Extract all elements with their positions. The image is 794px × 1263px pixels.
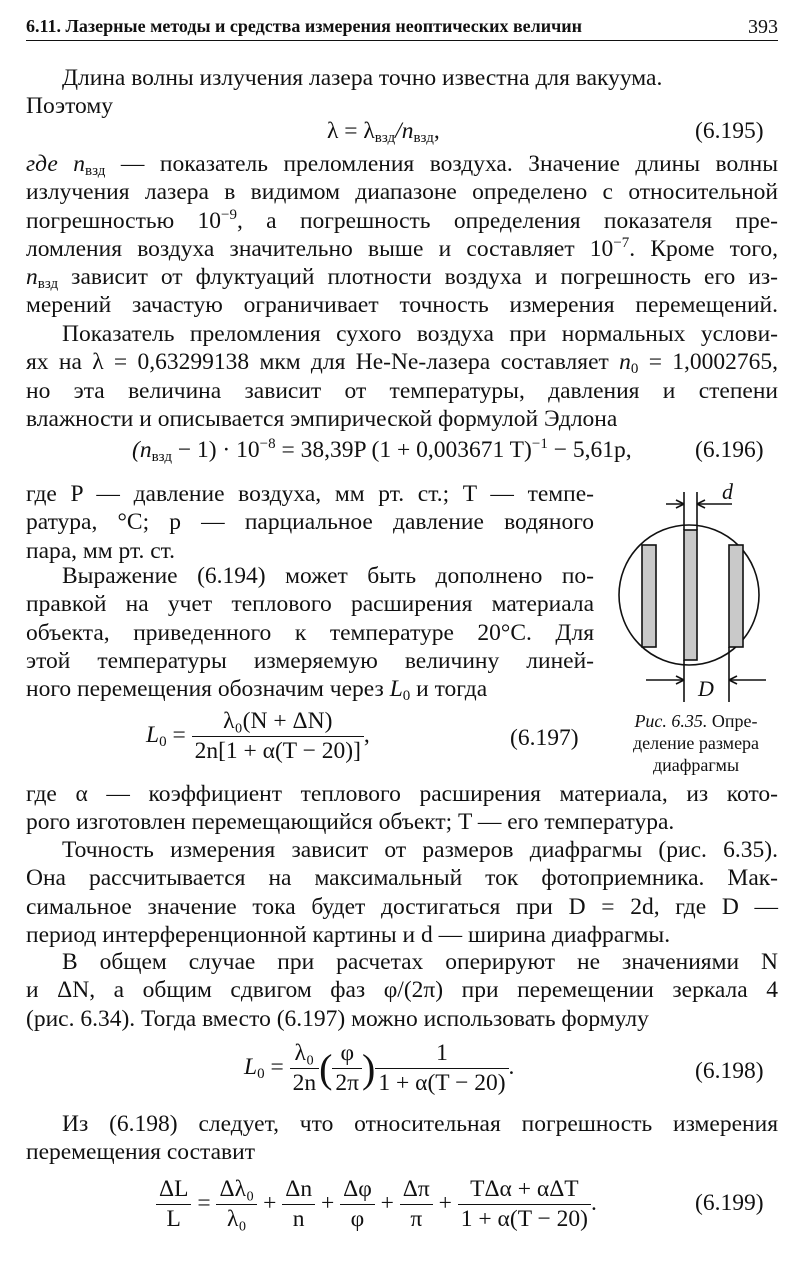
text-line: перемещения составит <box>26 1139 255 1166</box>
text-line: Поэтому <box>26 93 113 120</box>
text-line: ратура, °С; p — парциальное давление водяного <box>26 509 594 536</box>
text-line: симальное значение тока будет достигаться при D = 2d, где D — <box>26 893 778 920</box>
running-header <box>26 14 778 41</box>
dim-label-d: d <box>722 482 733 504</box>
equation-6-197: $L_0$ = $\frac{\text{λ₀(N + ΔN)}}{2n[1 + \alpha(T - 20)]}$ , <box>146 708 370 764</box>
paragraph-5: Выражение (6.194) может быть дополнено по- правкой на учет теплового расширения материала объекта, приведенного к температуре 20°С. Для этой температуры измеряемую величину линей- ного перемещения обозначим через $L_0$ и тогда <box>26 563 594 705</box>
fraction: $\frac{\Delta\varphi}{\varphi}$ <box>340 1176 375 1233</box>
text-line: мерений зачастую ограничивает точность измерения перемещений. <box>26 292 778 319</box>
equation-number: (6.197) <box>510 725 579 751</box>
text-line: пара, мм рт. ст. <box>26 537 176 564</box>
equation-number: (6.195) <box>695 118 764 144</box>
text-line: Выражение (6.194) может быть дополнено по- <box>62 563 594 589</box>
text-line: но эта величина зависит от температуры, давления и степени <box>26 377 778 404</box>
text-line: В общем случае при расчетах оперируют не значениями N <box>62 949 778 975</box>
text-line: излучения лазера в видимом диапазоне определено с относительной <box>26 179 778 206</box>
fraction: $\frac{\Delta L}{L}$ <box>156 1176 191 1233</box>
diaphragm-figure <box>606 482 786 704</box>
equation-number: (6.198) <box>695 1058 764 1084</box>
equation-6-195: $\lambda = \lambda_{взд}/n_{взд}$, <box>327 118 440 146</box>
text-line: период интерференционной картины и d — ширина диафрагмы. <box>26 921 671 948</box>
paragraph-7 <box>26 836 778 949</box>
paragraph-4 <box>26 480 594 565</box>
fraction: $\frac{1}{1 + \alpha(T - 20)}$ <box>375 1040 508 1097</box>
text-line: Она рассчитывается на максимальный ток фотоприемника. Мак- <box>26 865 778 892</box>
text-line: Показатель преломления сухого воздуха при нормальных услови- <box>62 321 778 347</box>
fraction: $\frac{\Delta n}{n}$ <box>282 1176 315 1233</box>
equation-6-198: $L_0$ = $\frac{\text{λ₀}}{2n}$ ( $\frac{\varphi}{2\pi}$ ) $\frac{1}{1 + \alpha(T - 20)}$ . <box>244 1040 515 1096</box>
equation-number: (6.196) <box>695 437 764 463</box>
fraction: $\frac{\text{λ₀}}{2n}$ <box>290 1040 320 1097</box>
fraction: $\frac{\varphi}{2\pi}$ <box>332 1040 362 1097</box>
paragraph-3: Показатель преломления сухого воздуха при нормальных услови- ях на λ = 0,63299138 мкм для He-Ne-лазера составляет $n_0 = 1,0002765$, но эта величина зависит от температуры, давления и степени влажности и описывается эмпирической формулой Эдлона <box>26 321 779 432</box>
text-line: правкой на учет теплового расширения материала <box>26 591 594 618</box>
fraction: $\frac{\Delta\pi}{\pi}$ <box>400 1176 433 1233</box>
text-line: объекта, приведенного к температуре 20°С. Для <box>26 619 594 646</box>
text-line: (рис. 6.34). Тогда вместо (6.197) можно использовать формулу <box>26 1005 649 1032</box>
paragraph-8 <box>26 948 778 1033</box>
equation-number: (6.199) <box>695 1190 764 1216</box>
text-line: Длина волны излучения лазера точно известна для вакуума. <box>62 65 663 91</box>
paragraph-6 <box>26 780 778 837</box>
equation-6-199: $\frac{\Delta L}{L}$ = $\frac{\text{Δλ₀}}{\text{λ₀}}$ + $\frac{\Delta n}{n}$ + $\frac{\Delta\varphi}{\varphi}$ + $\frac{\Delta\pi}{\pi}$ + $\frac{\text{TΔα + αΔT}}{1 + \alpha(T - 20)}$ . <box>156 1176 597 1233</box>
dim-label-D: D <box>698 676 714 701</box>
fraction: $\frac{\text{λ₀(N + ΔN)}}{2n[1 + \alpha(T - 20)]}$ <box>192 708 364 765</box>
paragraph-2: где $n_{взд}$ — показатель преломления воздуха. Значение длины волны излучения лазера в видимом диапазоне определено с относительной погрешностью $10^{-9}$, а погрешность определения показателя пре- ломления воздуха значительно выше и составляет $10^{-7}$. Кроме того, $n_{взд}$ зависит от флуктуаций плотности воздуха и погрешность его из- мерений зачастую ограничивает точность измерения перемещений. <box>26 151 779 319</box>
fraction: $\frac{\text{TΔα + αΔT}}{1 + \alpha(T - 20)}$ <box>458 1176 591 1233</box>
text-line: этой температуры измеряемую величину линей- <box>26 647 594 674</box>
text-line: рого изготовлен перемещающийся объект; T — его температура. <box>26 809 675 836</box>
text-line: Точность измерения зависит от размеров диафрагмы (рис. 6.35). <box>62 837 778 863</box>
paragraph-1 <box>26 64 778 121</box>
equation-6-196: $(n_{взд} - 1) \cdot 10^{-8} = 38,39P$ (1 + 0,003671 T)$^{-1}$ − 5,61p, <box>132 436 632 465</box>
text-line: влажности и описывается эмпирической формулой Эдлона <box>26 405 618 432</box>
section-title: 6.11. Лазерные методы и средства измерения неоптических величин <box>26 16 583 36</box>
page-number: 393 <box>748 16 778 38</box>
text-line: и ΔN, а общим сдвигом фаз φ/(2π) при перемещении зеркала 4 <box>26 977 778 1004</box>
fraction: $\frac{\text{Δλ₀}}{\text{λ₀}}$ <box>216 1176 257 1233</box>
figure-caption: Рис. 6.35. Опре- деление размера диафрагмы <box>632 711 760 775</box>
text-line: где α — коэффициент теплового расширения материала, из кото- <box>26 781 778 807</box>
text-line: Из (6.198) следует, что относительная погрешность измерения <box>62 1111 778 1137</box>
paragraph-9 <box>26 1110 778 1167</box>
text-line: где P — давление воздуха, мм рт. ст.; T — темпе- <box>26 481 594 507</box>
